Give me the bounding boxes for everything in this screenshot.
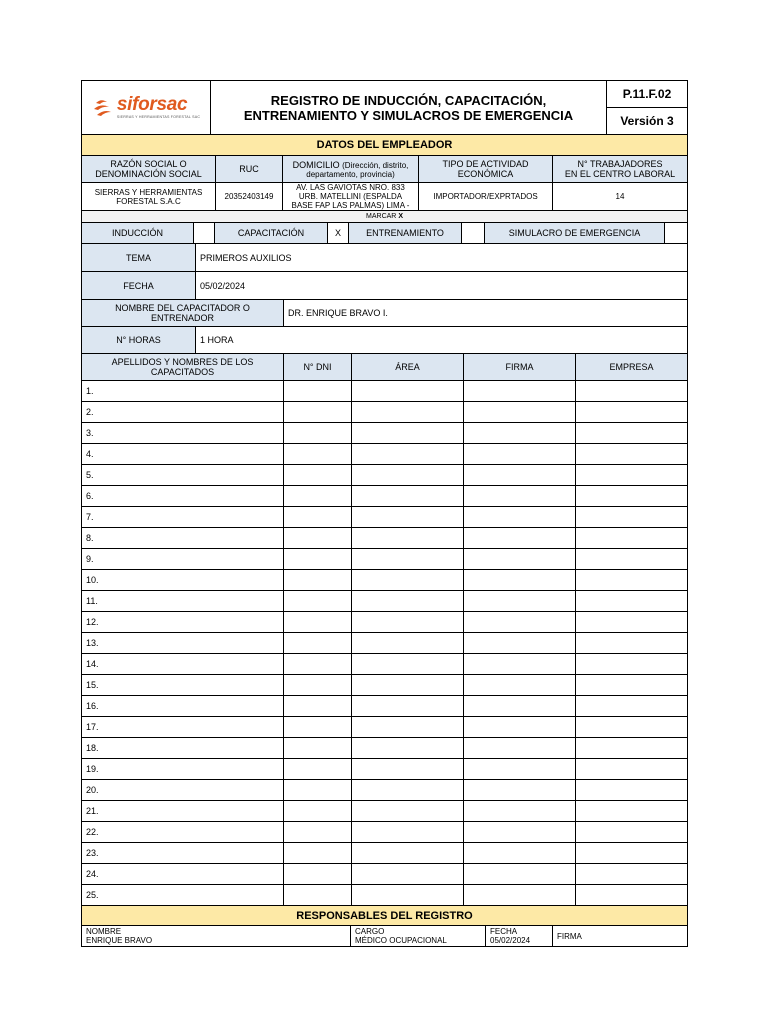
- col-actividad: TIPO DE ACTIVIDAD ECONÓMICA: [419, 156, 553, 183]
- siforsac-logo-icon: [92, 97, 114, 119]
- attendee-firma[interactable]: [464, 696, 576, 717]
- attendee-row: [82, 612, 688, 633]
- attendee-nombre[interactable]: 8.: [82, 528, 284, 549]
- attendee-rows: [82, 381, 688, 906]
- activity-type-table: [81, 222, 688, 244]
- attendee-area[interactable]: [352, 885, 464, 906]
- attendee-firma[interactable]: [464, 402, 576, 423]
- attendee-nombre[interactable]: 4.: [82, 444, 284, 465]
- attendee-row: [82, 780, 688, 801]
- attendee-area[interactable]: [352, 402, 464, 423]
- attendee-area[interactable]: [352, 591, 464, 612]
- attendee-empresa[interactable]: [576, 549, 688, 570]
- attendee-row: [82, 528, 688, 549]
- attendee-empresa[interactable]: [576, 675, 688, 696]
- trabajadores-value: 14: [553, 183, 688, 211]
- attendee-dni[interactable]: [284, 507, 352, 528]
- attendee-empresa[interactable]: [576, 612, 688, 633]
- attendee-dni[interactable]: [284, 486, 352, 507]
- employer-table: [81, 134, 688, 223]
- attendee-area[interactable]: [352, 801, 464, 822]
- details-table: [81, 243, 688, 354]
- attendee-empresa[interactable]: [576, 465, 688, 486]
- induccion-mark[interactable]: [194, 223, 215, 244]
- col-empresa: EMPRESA: [576, 354, 688, 381]
- simulacro-label: SIMULACRO DE EMERGENCIA: [485, 223, 665, 244]
- attendee-dni[interactable]: [284, 654, 352, 675]
- form-title: REGISTRO DE INDUCCIÓN, CAPACITACIÓN, ENTRENAMIENTO Y SIMULACROS DE EMERGENCIA: [211, 81, 607, 135]
- attendee-dni[interactable]: [284, 822, 352, 843]
- attendee-dni[interactable]: [284, 843, 352, 864]
- col-trabajadores: N° TRABAJADORES EN EL CENTRO LABORAL: [553, 156, 688, 183]
- attendee-dni[interactable]: [284, 612, 352, 633]
- attendee-firma[interactable]: [464, 801, 576, 822]
- attendee-area[interactable]: [352, 843, 464, 864]
- attendees-table: [81, 353, 688, 906]
- attendee-firma[interactable]: [464, 444, 576, 465]
- attendee-area[interactable]: [352, 633, 464, 654]
- attendee-dni[interactable]: [284, 633, 352, 654]
- ruc-value: 20352403149: [216, 183, 283, 211]
- attendee-row: [82, 423, 688, 444]
- responsable-cargo[interactable]: CARGO MÉDICO OCUPACIONAL: [351, 926, 486, 947]
- attendee-empresa[interactable]: [576, 507, 688, 528]
- attendee-empresa[interactable]: [576, 801, 688, 822]
- attendee-empresa[interactable]: [576, 696, 688, 717]
- attendee-firma[interactable]: [464, 822, 576, 843]
- attendee-firma[interactable]: [464, 717, 576, 738]
- responsable-firma[interactable]: FIRMA: [553, 926, 688, 947]
- form-header: [81, 80, 688, 135]
- attendee-area[interactable]: [352, 381, 464, 402]
- attendee-firma[interactable]: [464, 486, 576, 507]
- attendee-row: [82, 465, 688, 486]
- attendee-nombre[interactable]: 20.: [82, 780, 284, 801]
- attendee-firma[interactable]: [464, 675, 576, 696]
- attendee-area[interactable]: [352, 423, 464, 444]
- attendee-row: [82, 486, 688, 507]
- col-firma: FIRMA: [464, 354, 576, 381]
- attendee-nombre[interactable]: 13.: [82, 633, 284, 654]
- attendee-firma[interactable]: [464, 570, 576, 591]
- attendee-dni[interactable]: [284, 444, 352, 465]
- attendee-nombre[interactable]: 21.: [82, 801, 284, 822]
- tema-label: TEMA: [82, 244, 196, 272]
- attendee-nombre[interactable]: 14.: [82, 654, 284, 675]
- entrenamiento-label: ENTRENAMIENTO: [349, 223, 462, 244]
- attendee-row: [82, 591, 688, 612]
- attendee-empresa[interactable]: [576, 822, 688, 843]
- logo-subtitle: SIERRAS Y HERRAMIENTAS FORESTAL SAC: [116, 115, 201, 119]
- attendee-empresa[interactable]: [576, 633, 688, 654]
- attendee-nombre[interactable]: 24.: [82, 864, 284, 885]
- attendee-dni[interactable]: [284, 528, 352, 549]
- attendee-empresa[interactable]: [576, 423, 688, 444]
- attendee-row: [82, 381, 688, 402]
- attendee-nombre[interactable]: 1.: [82, 381, 284, 402]
- capacitador-label: NOMBRE DEL CAPACITADOR O ENTRENADOR: [82, 300, 284, 327]
- attendee-dni[interactable]: [284, 423, 352, 444]
- attendee-row: [82, 549, 688, 570]
- responsable-nombre[interactable]: NOMBRE ENRIQUE BRAVO: [82, 926, 351, 947]
- attendee-nombre[interactable]: 16.: [82, 696, 284, 717]
- attendee-dni[interactable]: [284, 591, 352, 612]
- induccion-label: INDUCCIÓN: [82, 223, 194, 244]
- attendee-area[interactable]: [352, 528, 464, 549]
- col-dni: N° DNI: [284, 354, 352, 381]
- attendee-empresa[interactable]: [576, 717, 688, 738]
- attendee-firma[interactable]: [464, 612, 576, 633]
- attendee-row: [82, 675, 688, 696]
- attendee-empresa[interactable]: [576, 780, 688, 801]
- attendee-empresa[interactable]: [576, 444, 688, 465]
- attendee-row: [82, 738, 688, 759]
- attendee-nombre[interactable]: 3.: [82, 423, 284, 444]
- attendee-dni[interactable]: [284, 549, 352, 570]
- employer-section-title: DATOS DEL EMPLEADOR: [82, 135, 688, 156]
- attendee-nombre[interactable]: 7.: [82, 507, 284, 528]
- attendee-nombre[interactable]: 6.: [82, 486, 284, 507]
- attendee-dni[interactable]: [284, 465, 352, 486]
- attendee-row: [82, 801, 688, 822]
- attendee-empresa[interactable]: [576, 591, 688, 612]
- attendee-row: [82, 633, 688, 654]
- attendee-empresa[interactable]: [576, 381, 688, 402]
- attendee-area[interactable]: [352, 612, 464, 633]
- attendee-area[interactable]: [352, 864, 464, 885]
- attendee-nombre[interactable]: 5.: [82, 465, 284, 486]
- attendee-area[interactable]: [352, 696, 464, 717]
- responsable-fecha[interactable]: FECHA 05/02/2024: [486, 926, 553, 947]
- attendee-row: [82, 570, 688, 591]
- attendee-row: [82, 864, 688, 885]
- attendee-nombre[interactable]: 18.: [82, 738, 284, 759]
- col-nombres: APELLIDOS Y NOMBRES DE LOS CAPACITADOS: [82, 354, 284, 381]
- attendee-firma[interactable]: [464, 423, 576, 444]
- col-ruc: RUC: [216, 156, 283, 183]
- actividad-value: IMPORTADOR/EXPRTADOS: [419, 183, 553, 211]
- attendee-area[interactable]: [352, 759, 464, 780]
- attendee-dni[interactable]: [284, 759, 352, 780]
- attendee-row: [82, 507, 688, 528]
- tema-value[interactable]: PRIMEROS AUXILIOS: [196, 244, 688, 272]
- fecha-value[interactable]: 05/02/2024: [196, 272, 688, 300]
- capacitacion-label: CAPACITACIÓN: [215, 223, 328, 244]
- attendee-row: [82, 444, 688, 465]
- attendee-empresa[interactable]: [576, 570, 688, 591]
- attendee-nombre[interactable]: 19.: [82, 759, 284, 780]
- attendee-nombre[interactable]: 23.: [82, 843, 284, 864]
- attendee-dni[interactable]: [284, 696, 352, 717]
- attendee-firma[interactable]: [464, 381, 576, 402]
- attendee-area[interactable]: [352, 444, 464, 465]
- attendee-nombre[interactable]: 12.: [82, 612, 284, 633]
- col-domicilio: DOMICILIO (Dirección, distrito, departamento, provincia): [283, 156, 419, 183]
- attendee-dni[interactable]: [284, 402, 352, 423]
- attendee-dni[interactable]: [284, 675, 352, 696]
- attendee-dni[interactable]: [284, 570, 352, 591]
- attendee-empresa[interactable]: [576, 402, 688, 423]
- attendee-firma[interactable]: [464, 465, 576, 486]
- attendee-firma[interactable]: [464, 864, 576, 885]
- col-razon-social: RAZÓN SOCIAL O DENOMINACIÓN SOCIAL: [82, 156, 216, 183]
- col-area: ÁREA: [352, 354, 464, 381]
- attendee-dni[interactable]: [284, 780, 352, 801]
- attendee-nombre[interactable]: 22.: [82, 822, 284, 843]
- attendee-firma[interactable]: [464, 780, 576, 801]
- attendee-firma[interactable]: [464, 528, 576, 549]
- responsables-section-title: RESPONSABLES DEL REGISTRO: [82, 906, 688, 926]
- capacitador-value[interactable]: DR. ENRIQUE BRAVO I.: [284, 300, 688, 327]
- attendee-empresa[interactable]: [576, 486, 688, 507]
- attendee-area[interactable]: [352, 780, 464, 801]
- attendee-dni[interactable]: [284, 801, 352, 822]
- attendee-firma[interactable]: [464, 738, 576, 759]
- attendee-area[interactable]: [352, 738, 464, 759]
- marcar-row: MARCAR X: [82, 211, 688, 223]
- attendee-empresa[interactable]: [576, 654, 688, 675]
- attendee-area[interactable]: [352, 717, 464, 738]
- attendee-area[interactable]: [352, 465, 464, 486]
- simulacro-mark[interactable]: [665, 223, 688, 244]
- attendee-row: [82, 654, 688, 675]
- form-code: P.11.F.02: [607, 81, 688, 108]
- attendee-empresa[interactable]: [576, 738, 688, 759]
- attendee-area[interactable]: [352, 570, 464, 591]
- attendee-empresa[interactable]: [576, 528, 688, 549]
- registro-form: [81, 80, 687, 947]
- attendee-row: [82, 843, 688, 864]
- attendee-empresa[interactable]: [576, 885, 688, 906]
- attendee-nombre[interactable]: 2.: [82, 402, 284, 423]
- attendee-firma[interactable]: [464, 843, 576, 864]
- attendee-nombre[interactable]: 10.: [82, 570, 284, 591]
- attendee-nombre[interactable]: 11.: [82, 591, 284, 612]
- responsables-table: [81, 905, 688, 947]
- attendee-row: [82, 402, 688, 423]
- attendee-empresa[interactable]: [576, 759, 688, 780]
- razon-social-value: SIERRAS Y HERRAMIENTAS FORESTAL S.A.C: [82, 183, 216, 211]
- domicilio-value: AV. LAS GAVIOTAS NRO. 833 URB. MATELLINI (ESPALDA BASE FAP LAS PALMAS) LIMA -: [283, 183, 419, 211]
- form-version: Versión 3: [607, 108, 688, 135]
- attendee-row: [82, 696, 688, 717]
- attendee-firma[interactable]: [464, 549, 576, 570]
- fecha-label: FECHA: [82, 272, 196, 300]
- attendee-area[interactable]: [352, 675, 464, 696]
- attendee-area[interactable]: [352, 654, 464, 675]
- attendee-empresa[interactable]: [576, 864, 688, 885]
- attendee-dni[interactable]: [284, 717, 352, 738]
- attendee-firma[interactable]: [464, 507, 576, 528]
- attendee-nombre[interactable]: 17.: [82, 717, 284, 738]
- attendee-nombre[interactable]: 25.: [82, 885, 284, 906]
- attendee-row: [82, 822, 688, 843]
- attendee-firma[interactable]: [464, 633, 576, 654]
- attendee-nombre[interactable]: 15.: [82, 675, 284, 696]
- attendee-firma[interactable]: [464, 654, 576, 675]
- attendee-firma[interactable]: [464, 759, 576, 780]
- attendee-row: [82, 885, 688, 906]
- attendee-nombre[interactable]: 9.: [82, 549, 284, 570]
- attendee-area[interactable]: [352, 486, 464, 507]
- attendee-firma[interactable]: [464, 591, 576, 612]
- attendee-empresa[interactable]: [576, 843, 688, 864]
- capacitacion-mark[interactable]: X: [328, 223, 349, 244]
- attendee-area[interactable]: [352, 549, 464, 570]
- horas-value[interactable]: 1 HORA: [196, 327, 688, 354]
- attendee-dni[interactable]: [284, 738, 352, 759]
- attendee-dni[interactable]: [284, 381, 352, 402]
- logo-name: siforsac: [116, 94, 188, 115]
- attendee-dni[interactable]: [284, 864, 352, 885]
- attendee-area[interactable]: [352, 507, 464, 528]
- attendee-firma[interactable]: [464, 885, 576, 906]
- attendee-row: [82, 759, 688, 780]
- attendee-row: [82, 717, 688, 738]
- attendee-dni[interactable]: [284, 885, 352, 906]
- attendee-area[interactable]: [352, 822, 464, 843]
- entrenamiento-mark[interactable]: [462, 223, 485, 244]
- logo-cell: [82, 81, 211, 135]
- horas-label: N° HORAS: [82, 327, 196, 354]
